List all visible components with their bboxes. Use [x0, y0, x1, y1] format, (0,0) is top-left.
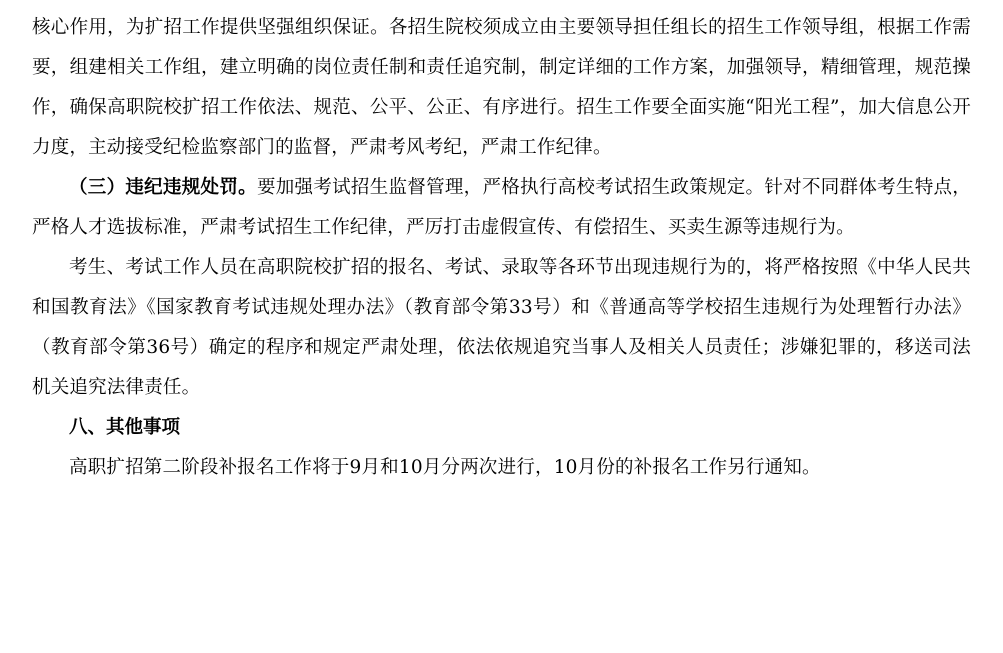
paragraph-violation-penalty [32, 168, 971, 248]
paragraph-violation-penalty-body: 要加强考试招生监督管理，严格执行高校考试招生政策规定。针对不同群体考生特点，严格人才选拔标准，严肃考试招生工作纪律，严厉打击虚假宣传、有偿招生、买卖生源等违规行为。 [32, 177, 971, 238]
section-heading-other-matters: 八、其他事项 [69, 417, 181, 438]
paragraph-violation-penalty-lead: （三）违纪违规处罚。 [69, 177, 257, 198]
paragraph-violation-handling: 考生、考试工作人员在高职院校扩招的报名、考试、录取等各环节出现违规行为的，将严格按照《中华人民共和国教育法》《国家教育考试违规处理办法》（教育部令第33号）和《普通高等学校招生违规行为处理暂行办法》（教育部令第36号）确定的程序和规定严肃处理，依法依规追究当事人及相关人员责任；涉嫌犯罪的，移送司法机关追究法律责任。 [32, 257, 971, 398]
paragraph-organizational-guarantee: 核心作用，为扩招工作提供坚强组织保证。各招生院校须成立由主要领导担任组长的招生工作领导组，根据工作需要，组建相关工作组，建立明确的岗位责任制和责任追究制，制定详细的工作方案，加强领导，精细管理，规范操作，确保高职院校扩招工作依法、规范、公平、公正、有序进行。招生工作要全面实施“阳光工程”，加大信息公开力度，主动接受纪检监察部门的监督，严肃考风考纪，严肃工作纪律。 [32, 17, 971, 158]
paragraph-supplementary-registration: 高职扩招第二阶段补报名工作将于9月和10月分两次进行，10月份的补报名工作另行通知。 [69, 457, 821, 478]
